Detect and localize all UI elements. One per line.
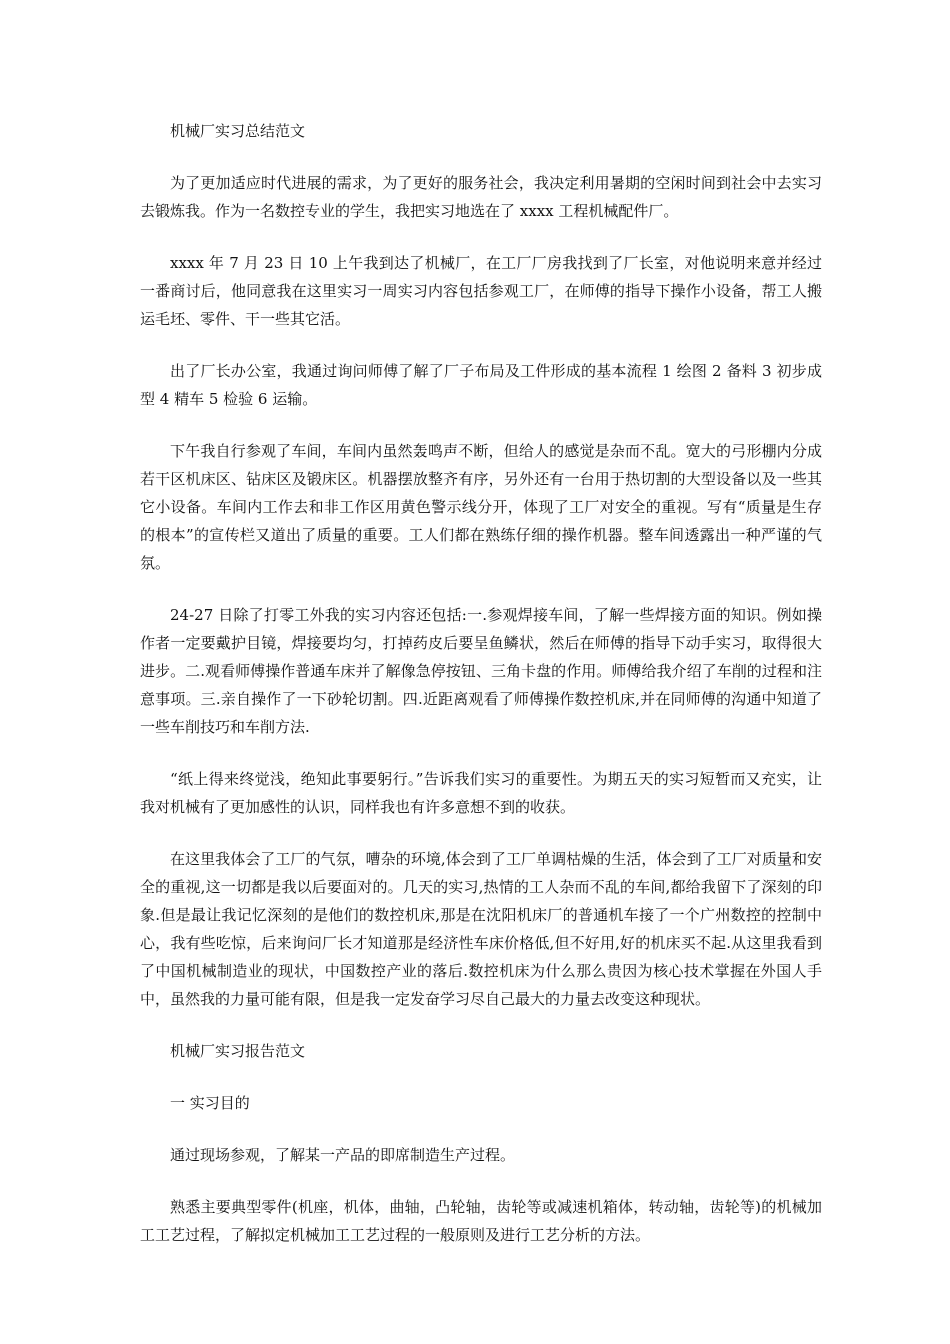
document-body [140,117,822,1273]
document-title: 机械厂实习总结范文 [170,122,306,140]
paragraph: 下午我自行参观了车间，车间内虽然轰鸣声不断，但给人的感觉是杂而不乱。宽大的弓形棚内分成若干区机床区、钻床区及锻床区。机器摆放整齐有序，另外还有一台用于热切割的大型设备以及一些其它小设备。车间内工作去和非工作区用黄色警示线分开，体现了工厂对安全的重视。写有“质量是生存的根本”的宣传栏又道出了质量的重要。工人们都在熟练仔细的操作机器。整车间透露出一种严谨的气氛。 [140,442,822,572]
paragraph: 熟悉主要典型零件(机座，机体，曲轴，凸轮轴，齿轮等或减速机箱体，转动轴，齿轮等)的机械加工工艺过程，了解拟定机械加工工艺过程的一般原则及进行工艺分析的方法。 [140,1198,822,1244]
paragraph: 在这里我体会了工厂的气氛，嘈杂的环境,体会到了工厂单调枯燥的生活，体会到了工厂对质量和安全的重视,这一切都是我以后要面对的。几天的实习,热情的工人杂而不乱的车间,都给我留下了深刻的印象.但是最让我记忆深刻的是他们的数控机床,那是在沈阳机床厂的普通机车接了一个广州数控的控制中心，我有些吃惊，后来询问厂长才知道那是经济性车床价格低,但不好用,好的机床买不起.从这里我看到了中国机械制造业的现状，中国数控产业的落后.数控机床为什么那么贵因为核心技术掌握在外国人手中，虽然我的力量可能有限，但是我一定发奋学习尽自己最大的力量去改变这种现状。 [140,850,822,1008]
paragraph: 为了更加适应时代进展的需求，为了更好的服务社会，我决定利用暑期的空闲时间到社会中去实习去锻炼我。作为一名数控专业的学生，我把实习地选在了 xxxx 工程机械配件厂。 [140,174,822,220]
section-title: 机械厂实习报告范文 [170,1042,306,1060]
paragraph: “纸上得来终觉浅，绝知此事要躬行。”告诉我们实习的重要性。为期五天的实习短暂而又充实，让我对机械有了更加感性的认识，同样我也有许多意想不到的收获。 [140,770,822,816]
paragraph: 通过现场参观，了解某一产品的即席制造生产过程。 [170,1146,516,1164]
subsection-heading: 一 实习目的 [170,1094,250,1112]
paragraph: 24-27 日除了打零工外我的实习内容还包括:一.参观焊接车间，了解一些焊接方面的知识。例如操作者一定要戴护目镜，焊接要均匀，打掉药皮后要呈鱼鳞状，然后在师傅的指导下动手实习，取得很大进步。二.观看师傅操作普通车床并了解像急停按钮、三角卡盘的作用。师傅给我介绍了车削的过程和注意事项。三.亲自操作了一下砂轮切割。四.近距离观看了师傅操作数控机床,并在同师傅的沟通中知道了一些车削技巧和车削方法. [140,606,822,736]
paragraph: 出了厂长办公室，我通过询问师傅了解了厂子布局及工件形成的基本流程 1 绘图 2 备料 3 初步成型 4 精车 5 检验 6 运输。 [140,362,822,408]
paragraph: xxxx 年 7 月 23 日 10 上午我到达了机械厂，在工厂厂房我找到了厂长室，对他说明来意并经过一番商讨后，他同意我在这里实习一周实习内容包括参观工厂，在师傅的指导下操作小设备，帮工人搬运毛坯、零件、干一些其它活。 [140,254,822,328]
